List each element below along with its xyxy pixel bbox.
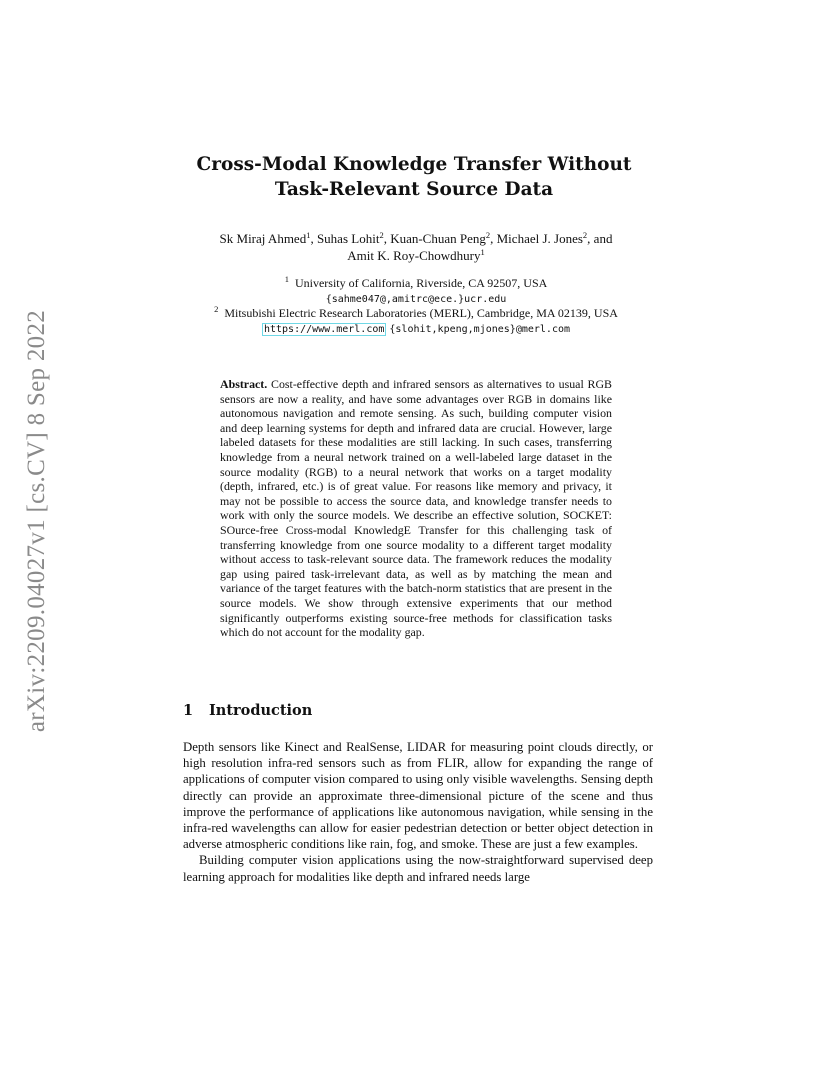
author-separator: , [383,231,391,246]
affiliation-1 [150,276,682,291]
section-heading [183,702,653,719]
abstract-label: Abstract. [220,377,268,391]
merl-website-link[interactable]: https://www.merl.com [263,324,385,335]
author-name: Michael J. Jones [496,231,583,246]
author-name: Sk Miraj Ahmed [219,231,307,246]
body-paragraph: Building computer vision applications using the now-straightforward supervised deep learning approach for modalities like depth and infrared needs large [183,853,653,884]
section-number: 1 [183,702,194,719]
affiliation-2-contact-line [150,321,682,336]
body-paragraph: Depth sensors like Kinect and RealSense, LIDAR for measuring point clouds directly, or high resolution infra-red sensors such as from FLIR, allow for expanding the range of applications of computer vision compared to using only visible wavelengths. Sensing depth directly can provide an approximate three-dimensional picture of the scene and thus improve the performance of applications like autonomous navigation, while sensing in the infra-red wavelengths can allow for easier pedestrian detection or better object detection in adverse atmospheric conditions like rain, fog, and smoke. These are just a few examples. [183,740,653,852]
author-name: Suhas Lohit [316,231,380,246]
title-line-2: Task-Relevant Source Data [274,179,554,200]
author-separator: , [310,231,317,246]
section-title: Introduction [209,702,313,719]
affiliation-name: Mitsubishi Electric Research Laboratories (MERL), Cambridge, MA 02139, USA [224,306,618,320]
title-line-1: Cross-Modal Knowledge Transfer Without [196,154,632,175]
author-separator: , [490,231,497,246]
author-name: Amit K. Roy-Chowdhury [347,248,481,263]
abstract [220,377,612,640]
arxiv-identifier: arXiv:2209.04027v1 [cs.CV] 8 Sep 2022 [23,309,51,732]
affiliation-name: University of California, Riverside, CA 92507, USA [294,276,548,290]
affiliation-mark: 1 [284,274,289,284]
affiliation-email: {slohit,kpeng,mjones}@merl.com [389,324,571,335]
author-list [150,230,682,264]
affiliation-email: {sahme047@,amitrc@ece.}ucr.edu [325,294,507,305]
affiliations [150,276,682,336]
author-affiliation-mark: 2 [582,230,588,240]
paper-title [0,152,828,202]
abstract-text: Cost-effective depth and infrared sensors as alternatives to usual RGB sensors are now a reality, and have some advantages over RGB in domains like autonomous navigation and remote sensing. As such, building computer vision and deep learning systems for depth and infrared data are crucial. However, large labeled datasets for these modalities are still lacking. In such cases, transferring knowledge from a neural network trained on a well-labeled large dataset in the source modality (RGB) to a neural network that works on a target modality (depth, infrared, etc.) is of great value. For reasons like memory and privacy, it may not be possible to access the source data, and knowledge transfer needs to work with only the source models. We describe an effective solution, SOCKET: SOurce-free Cross-modal KnowledgE Transfer for this challenging task of transferring knowledge from one source modality to a different target modality without access to task-relevant source data. The framework reduces the modality gap using paired task-irrelevant data, as well as by matching the mean and variance of the target features with the batch-norm statistics that are present in the source models. We show through extensive experiments that our method significantly outperforms existing source-free methods for classification tasks which do not account for the modality gap. [220,377,612,640]
affiliation-1-email-line [150,291,682,306]
affiliation-2 [150,306,682,321]
author-affiliation-mark: 2 [485,230,491,240]
author-affiliation-mark: 1 [306,230,311,240]
author-affiliation-mark: 2 [379,230,384,240]
author-name: Kuan-Chuan Peng [390,231,486,246]
author-conjunction: , and [587,231,613,246]
affiliation-mark: 2 [214,304,219,314]
arxiv-sidebar [22,293,52,748]
author-affiliation-mark: 1 [480,247,485,257]
introduction-body [183,739,653,885]
